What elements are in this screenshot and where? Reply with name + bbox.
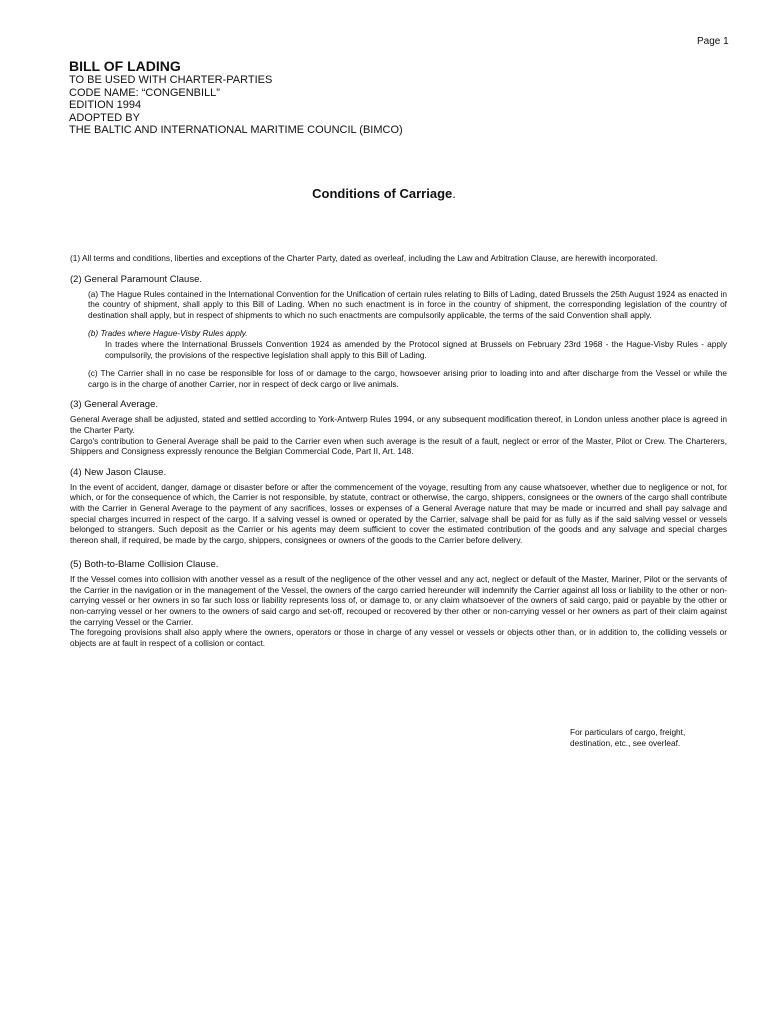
conditions-body — [70, 253, 727, 648]
clause-4-paragraph: In the event of accident, danger, damage or disaster before or after the commencement of the voyage, resulting from any cause whatsoever, whether due to negligence or not, for which, or for the consequence of which, the Carrier is not responsible, by statute, contract or otherwise, the cargo, shippers, consignees or the owners of the cargo shall contribute with the Carrier in General Average to the payment of any sacrifices, losses or expenses of a General Average nature that may be made or incurred and shall pay salvage and special charges incurred in respect of the cargo. If a salving vessel is owned or operated by the Carrier, salvage shall be paid for as fully as if the said salving vessel or vessels belonged to strangers. Such deposit as the Carrier or his agents may deem sufficient to cover the estimated contribution of the goods and any salvage and special charges thereon shall, if required, be made by the cargo, shippers, consignees or owners of the goods to the Carrier before delivery. — [70, 481, 727, 545]
clause-2a: (a) The Hague Rules contained in the International Convention for the Unification of certain rules relating to Bills of Lading, dated Brussels the 25th August 1924 as enacted in the country of shipment, shall apply to this Bill of Lading. When no such enactment is in force in the country of shipment, the corresponding legislation of the country of destination shall apply, but in respect of shipments to which no such enactments are compulsorily applicable, the terms of the said Convention shall apply. — [88, 288, 727, 320]
header-line-council: THE BALTIC AND INTERNATIONAL MARITIME COUNCIL (BIMCO) — [69, 124, 403, 136]
clause-5-paragraph-1: If the Vessel comes into collision with another vessel as a result of the negligence of the other vessel and any act, neglect or default of the Master, Mariner, Pilot or the servants of the Carrier in the navigation or in the management of the Vessel, the owners of the cargo carried hereunder will indemnify the Carrier against all loss or liability to the other or non-carrying vessel or her owners in so far such loss or liability represents loss of, or damage to, or any claim whatsoever of the owners of said cargo, paid or payable by the other or non-carrying vessel or her owners to the owners of said cargo and set-off, recouped or recovered by ther other or non-carrying vessel or her owners as part of their claim against the carrying Vessel or the Carrier. — [70, 574, 727, 627]
clause-3-paragraph-2: Cargo's contribution to General Average shall be paid to the Carrier even when such average is the result of a fault, neglect or error of the Master, Pilot or Crew. The Charterers, Shippers and Consigness expressly renounce the Belgian Commercial Code, Part II, Art. 148. — [70, 435, 727, 457]
clause-3-paragraph-1: General Average shall be adjusted, stated and settled according to York-Antwerp Rules 1994, or any subsequent modification thereof, in London unless another place is agreed in the Charter Party. — [70, 414, 727, 435]
clause-4-heading: (4) New Jason Clause. — [70, 466, 167, 478]
page-number: Page 1 — [697, 36, 729, 47]
header-line-adopted: ADOPTED BY — [69, 111, 140, 124]
overleaf-note — [570, 727, 730, 749]
clause-2b-text: In trades where the International Brussels Convention 1924 as amended by the Protocol signed at Brussels on February 23rd 1968 - the Hague-Visby Rules - apply compulsorily, the provisions of the respective legislation shall apply to this Bill of Lading. — [105, 338, 727, 360]
clause-5-paragraph-2: The foregoing provisions shall also apply where the owners, operators or those in charge of any vessel or vessels or objects other than, or in addition to, the colliding vessels or objects are at fault in respect of a collision or contact. — [70, 627, 727, 648]
clause-2-heading: (2) General Paramount Clause. — [70, 273, 203, 285]
conditions-title: Conditions of Carriage. — [312, 186, 456, 201]
clause-3-heading: (3) General Average. — [70, 399, 159, 411]
clause-2c: (c) The Carrier shall in no case be responsible for loss of or damage to the cargo, howsoever arising prior to loading into and after discharge from the Vessel or while the cargo is in the charge of another Carrier, nor in respect of deck cargo or live animals. — [88, 368, 727, 389]
header-line-code-name: CODE NAME: “CONGENBILL” — [69, 86, 220, 99]
clause-5-heading: (5) Both-to-Blame Collision Clause. — [70, 559, 219, 571]
overleaf-note-line-2: destination, etc., see overleaf. — [570, 738, 681, 748]
clause-2b — [70, 328, 727, 360]
clause-1: (1) All terms and conditions, liberties and exceptions of the Charter Party, dated as overleaf, including the Law and Arbitration Clause, are herewith incorporated. — [70, 253, 658, 263]
document-title: BILL OF LADING — [69, 58, 181, 74]
header-line-usage: TO BE USED WITH CHARTER-PARTIES — [69, 74, 273, 86]
overleaf-note-line-1: For particulars of cargo, freight, — [570, 727, 686, 737]
document-header — [69, 58, 403, 137]
clause-2b-heading: (b) Trades where Hague-Visby Rules apply. — [88, 328, 248, 339]
header-line-edition: EDITION 1994 — [69, 99, 142, 111]
conditions-title-text: Conditions of Carriage — [312, 186, 453, 201]
